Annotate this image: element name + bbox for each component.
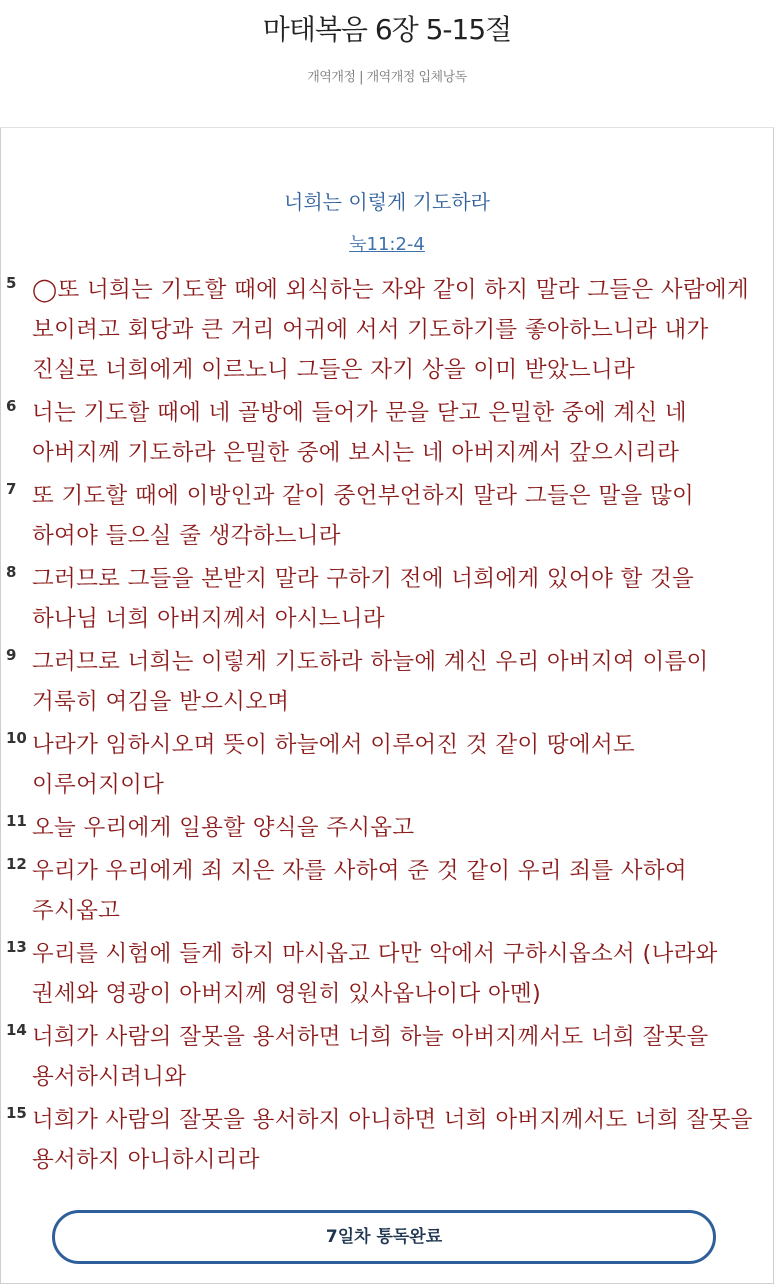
- verse-number: 5: [6, 274, 17, 292]
- verse-number: 10: [6, 729, 27, 747]
- verse-6: [6, 393, 766, 473]
- verse-number: 12: [6, 855, 27, 873]
- verse-12: [6, 851, 766, 931]
- cross-reference-link[interactable]: 눅11:2-4: [349, 234, 425, 255]
- verse-5: [6, 270, 766, 390]
- verse-number: 8: [6, 563, 17, 581]
- verse-text: 우리를 시험에 들게 하지 마시옵고 다만 악에서 구하시옵소서 (나라와 권세와 영광이 아버지께 영원히 있사옵나이다 아멘): [32, 941, 718, 1007]
- verse-15: [6, 1100, 766, 1180]
- reading-complete-button[interactable]: 7일차 통독완료: [52, 1210, 716, 1264]
- verse-7: [6, 476, 766, 556]
- section-heading: 너희는 이렇게 기도하라: [284, 190, 490, 214]
- verse-text: 우리가 우리에게 죄 지은 자를 사하여 준 것 같이 우리 죄를 사하여 주시옵고: [32, 858, 687, 924]
- page-title: 마태복음 6장 5-15절: [262, 13, 512, 46]
- verse-number: 7: [6, 480, 17, 498]
- verse-text: 너희가 사람의 잘못을 용서하면 너희 하늘 아버지께서도 너희 잘못을 용서하시려니와: [32, 1024, 709, 1090]
- verse-8: [6, 559, 766, 639]
- verse-10: [6, 725, 766, 805]
- verse-text: 너는 기도할 때에 네 골방에 들어가 문을 닫고 은밀한 중에 계신 네 아버지께 기도하라 은밀한 중에 보시는 네 아버지께서 갚으시리라: [32, 400, 687, 466]
- verse-number: 15: [6, 1104, 27, 1122]
- translation-info: 개역개정 | 개역개정 입체낭독: [307, 70, 467, 85]
- verse-number: 11: [6, 812, 27, 830]
- verse-text: 그러므로 그들을 본받지 말라 구하기 전에 너희에게 있어야 할 것을 하나님 너희 아버지께서 아시느니라: [32, 566, 695, 632]
- verse-number: 14: [6, 1021, 27, 1039]
- verse-list: [6, 270, 766, 1183]
- verse-text: 너희가 사람의 잘못을 용서하지 아니하면 너희 아버지께서도 너희 잘못을 용서하지 아니하시리라: [32, 1107, 753, 1173]
- verse-9: [6, 642, 766, 722]
- cross-reference: [0, 230, 774, 256]
- verse-13: [6, 934, 766, 1014]
- verse-11: [6, 808, 766, 848]
- verse-text: 그러므로 너희는 이렇게 기도하라 하늘에 계신 우리 아버지여 이름이 거룩히 여김을 받으시오며: [32, 649, 709, 715]
- verse-text: 오늘 우리에게 일용할 양식을 주시옵고: [32, 815, 415, 841]
- verse-text: ◯또 너희는 기도할 때에 외식하는 자와 같이 하지 말라 그들은 사람에게 보이려고 회당과 큰 거리 어귀에 서서 기도하기를 좋아하느니라 내가 진실로 너희에게 이르노니 그들은 자기 상을 이미 받았느니라: [32, 277, 749, 383]
- verse-text: 나라가 임하시오며 뜻이 하늘에서 이루어진 것 같이 땅에서도 이루어지이다: [32, 732, 636, 798]
- verse-14: [6, 1017, 766, 1097]
- verse-number: 13: [6, 938, 27, 956]
- verse-text: 또 기도할 때에 이방인과 같이 중언부언하지 말라 그들은 말을 많이 하여야 들으실 줄 생각하느니라: [32, 483, 695, 549]
- verse-number: 9: [6, 646, 17, 664]
- page-header: [0, 0, 774, 128]
- verse-number: 6: [6, 397, 17, 415]
